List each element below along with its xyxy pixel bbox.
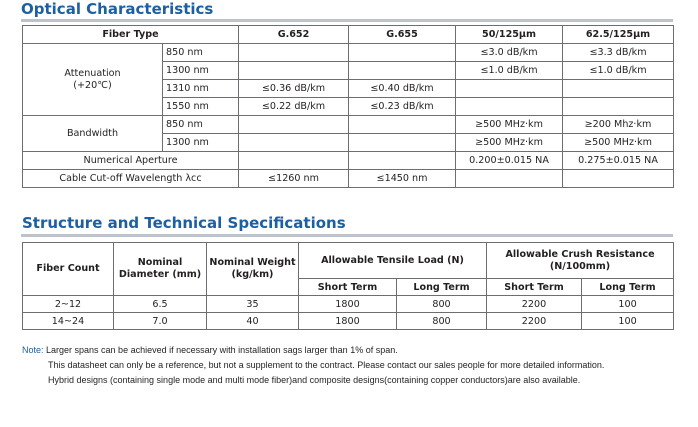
weight-cell: 40 <box>207 313 299 330</box>
value-cell: 0.275±0.015 NA <box>563 152 674 170</box>
value-cell <box>563 170 674 188</box>
value-cell <box>349 62 456 80</box>
note-line: Hybrid designs (containing single mode and multi mode fiber)and composite designs(containing copper conductors)are also available. <box>48 375 581 385</box>
value-cell: ≤0.23 dB/km <box>349 98 456 116</box>
structure-specifications-table <box>22 242 674 330</box>
value-cell <box>349 152 456 170</box>
value-cell <box>349 44 456 62</box>
tensile-short-cell: 1800 <box>299 296 397 313</box>
bandwidth-label: Bandwidth <box>23 116 163 152</box>
value-cell: ≤1260 nm <box>239 170 349 188</box>
value-cell: ≤0.22 dB/km <box>239 98 349 116</box>
header-g655: G.655 <box>349 26 456 44</box>
value-cell: ≤3.3 dB/km <box>563 44 674 62</box>
note-line <box>22 343 604 358</box>
attenuation-label <box>23 44 163 116</box>
tensile-long-cell: 800 <box>397 313 487 330</box>
value-cell <box>349 134 456 152</box>
value-cell: ≤1.0 dB/km <box>563 62 674 80</box>
value-cell: ≤1.0 dB/km <box>456 62 563 80</box>
header-nominal-diameter: Nominal Diameter (mm) <box>114 243 207 296</box>
numerical-aperture-label: Numerical Aperture <box>23 152 239 170</box>
header-crush-resistance: Allowable Crush Resistance (N/100mm) <box>487 243 674 279</box>
diameter-cell: 7.0 <box>114 313 207 330</box>
attenuation-label-text: Attenuation <box>64 67 121 79</box>
attenuation-temp: (+20℃) <box>73 79 112 91</box>
header-crush-long-term: Long Term <box>582 279 674 296</box>
cutoff-wavelength-label: Cable Cut-off Wavelength λcc <box>23 170 239 188</box>
header-tensile-short-term: Short Term <box>299 279 397 296</box>
crush-long-cell: 100 <box>582 296 674 313</box>
table-row <box>23 313 674 330</box>
heading-rule <box>21 234 673 237</box>
wavelength-cell: 850 nm <box>163 44 239 62</box>
optical-characteristics-table <box>22 25 674 188</box>
notes-block <box>22 343 604 388</box>
table-row <box>23 116 674 134</box>
value-cell <box>456 80 563 98</box>
crush-long-cell: 100 <box>582 313 674 330</box>
table-header-row <box>23 243 674 279</box>
value-cell <box>239 44 349 62</box>
weight-cell: 35 <box>207 296 299 313</box>
optical-characteristics-heading: Optical Characteristics <box>21 0 214 18</box>
header-nominal-weight: Nominal Weight (kg/km) <box>207 243 299 296</box>
crush-short-cell: 2200 <box>487 313 582 330</box>
diameter-cell: 6.5 <box>114 296 207 313</box>
value-cell: ≤1450 nm <box>349 170 456 188</box>
value-cell: ≤0.36 dB/km <box>239 80 349 98</box>
table-row <box>23 170 674 188</box>
wavelength-cell: 1300 nm <box>163 62 239 80</box>
value-cell <box>239 116 349 134</box>
note-line: This datasheet can only be a reference, but not a supplement to the contract. Please contact our sales people for more detailed information. <box>48 360 605 370</box>
header-fiber-type: Fiber Type <box>23 26 239 44</box>
structure-specifications-heading: Structure and Technical Specifications <box>22 214 346 232</box>
tensile-short-cell: 1800 <box>299 313 397 330</box>
value-cell <box>239 134 349 152</box>
wavelength-cell: 1310 nm <box>163 80 239 98</box>
wavelength-cell: 1550 nm <box>163 98 239 116</box>
value-cell: 0.200±0.015 NA <box>456 152 563 170</box>
value-cell: ≤0.40 dB/km <box>349 80 456 98</box>
heading-rule <box>21 19 673 22</box>
table-row <box>23 44 674 62</box>
value-cell <box>563 98 674 116</box>
header-g652: G.652 <box>239 26 349 44</box>
fiber-count-cell: 14~24 <box>23 313 114 330</box>
wavelength-cell: 1300 nm <box>163 134 239 152</box>
table-row <box>23 152 674 170</box>
value-cell: ≥500 MHz·km <box>456 116 563 134</box>
fiber-count-cell: 2~12 <box>23 296 114 313</box>
header-fiber-count: Fiber Count <box>23 243 114 296</box>
header-62-5-125: 62.5/125μm <box>563 26 674 44</box>
value-cell: ≤3.0 dB/km <box>456 44 563 62</box>
value-cell <box>239 62 349 80</box>
value-cell: ≥500 MHz·km <box>456 134 563 152</box>
header-50-125: 50/125μm <box>456 26 563 44</box>
note-label: Note: <box>22 345 44 355</box>
value-cell: ≥500 MHz·km <box>563 134 674 152</box>
value-cell <box>563 80 674 98</box>
tensile-long-cell: 800 <box>397 296 487 313</box>
header-tensile-long-term: Long Term <box>397 279 487 296</box>
note-text: Larger spans can be achieved if necessary with installation sags larger than 1% of span. <box>43 345 398 355</box>
table-header-row <box>23 26 674 44</box>
header-tensile-load: Allowable Tensile Load (N) <box>299 243 487 279</box>
wavelength-cell: 850 nm <box>163 116 239 134</box>
value-cell <box>349 116 456 134</box>
crush-short-cell: 2200 <box>487 296 582 313</box>
header-crush-short-term: Short Term <box>487 279 582 296</box>
value-cell <box>456 170 563 188</box>
table-row <box>23 296 674 313</box>
value-cell: ≥200 Mhz·km <box>563 116 674 134</box>
value-cell <box>456 98 563 116</box>
value-cell <box>239 152 349 170</box>
